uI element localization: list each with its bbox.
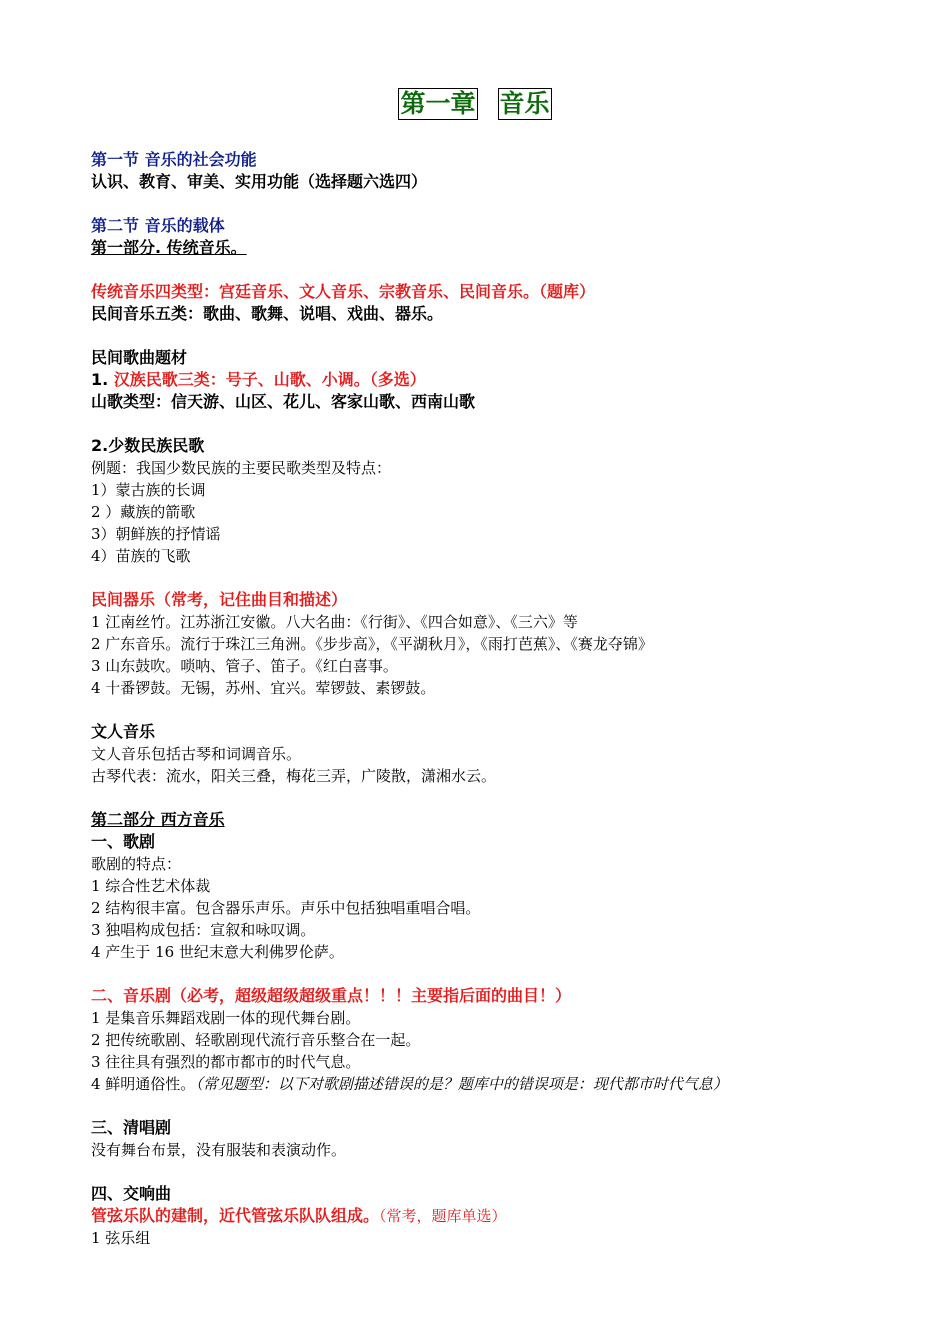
list-item: 3 独唱构成包括：宣叙和咏叹调。 [91,921,316,939]
literati-line: 文人音乐包括古琴和词调音乐。 [91,745,302,763]
part2-heading: 第二部分 西方音乐 [91,810,225,829]
list-item: 2 把传统歌剧、轻歌剧现代流行音乐整合在一起。 [91,1031,421,1049]
traditional-four-types: 传统音乐四类型：宫廷音乐、文人音乐、宗教音乐、民间音乐。（题库） [91,282,596,301]
list-item: 3 山东鼓吹。唢呐、管子、笛子。《红白喜事。 [91,657,398,675]
han-folk-song-types: 汉族民歌三类：号子、山歌、小调。（多选） [113,370,426,389]
minority-song-heading: 2.少数民族民歌 [91,436,205,455]
list-item: 1 综合性艺术体裁 [91,877,211,895]
section1-heading: 第一节 音乐的社会功能 [91,150,257,169]
symphony-orchestra: 管弦乐队的建制，近代管弦乐队队组成。 [91,1206,380,1225]
list-item: 3 往往具有强烈的都市都市的时代气息。 [91,1053,361,1071]
chapter-title-name: 音乐 [499,89,550,118]
document-body [91,149,911,1249]
symphony-line [91,1205,911,1227]
list-item [91,1073,911,1095]
cantata-body: 没有舞台布景，没有服装和表演动作。 [91,1141,347,1159]
musical-note: （常见题型：以下对歌剧描述错误的是？题库中的错误项是：现代都市时代气息） [195,1075,728,1093]
cantata-heading: 三、清唱剧 [91,1118,172,1137]
list-item: 2 ）藏族的箭歌 [91,503,196,521]
part1-heading: 第一部分. 传统音乐。 [91,238,247,257]
example-question: 例题：我国少数民族的主要民歌类型及特点： [91,459,392,477]
list-item: 1 弦乐组 [91,1229,151,1247]
musical-heading: 二、音乐剧（必考，超级超级超级重点！！！主要指后面的曲目！） [91,986,572,1005]
musical-item4: 4 鲜明通俗性。 [91,1075,196,1093]
list-item: 4 产生于 16 世纪末意大利佛罗伦萨。 [91,943,344,961]
chapter-title-number: 第一章 [400,89,476,118]
folk-song-heading: 民间歌曲题材 [91,348,188,367]
instrumental-heading: 民间器乐（常考，记住曲目和描述） [91,590,348,609]
section2-heading: 第二节 音乐的载体 [91,216,225,235]
list-item: 2 广东音乐。流行于珠江三角洲。《步步高》，《平湖秋月》，《雨打芭蕉》、《赛龙夺锦》 [91,635,653,653]
list-item: 1 江南丝竹。江苏浙江安徽。八大名曲：《行街》、《四合如意》、《三六》等 [91,613,578,631]
mountain-song-types: 山歌类型：信天游、山区、花儿、客家山歌、西南山歌 [91,392,476,411]
symphony-heading: 四、交响曲 [91,1184,172,1203]
section1-body: 认识、教育、审美、实用功能（选择题六选四） [91,172,428,191]
list-item: 3）朝鲜族的抒情谣 [91,525,221,543]
list-item: 2 结构很丰富。包含器乐声乐。声乐中包括独唱重唱合唱。 [91,899,481,917]
folk-five-types: 民间音乐五类：歌曲、歌舞、说唱、戏曲、器乐。 [91,304,444,323]
opera-intro: 歌剧的特点： [91,855,182,873]
list-item: 1 是集音乐舞蹈戏剧一体的现代舞台剧。 [91,1009,361,1027]
symphony-note: （常考，题库单选） [379,1207,507,1225]
list-item: 1）蒙古族的长调 [91,481,206,499]
opera-heading: 一、歌剧 [91,832,156,851]
han-folk-song-line [91,369,911,391]
chapter-title [0,88,950,120]
literati-line: 古琴代表：流水，阳关三叠，梅花三弄，广陵散，潇湘水云。 [91,767,497,785]
literati-heading: 文人音乐 [91,722,156,741]
list-item: 4）苗族的飞歌 [91,547,191,565]
list-item: 4 十番锣鼓。无锡，苏州、宜兴。荤锣鼓、素锣鼓。 [91,679,436,697]
han-number: 1. [91,370,109,389]
